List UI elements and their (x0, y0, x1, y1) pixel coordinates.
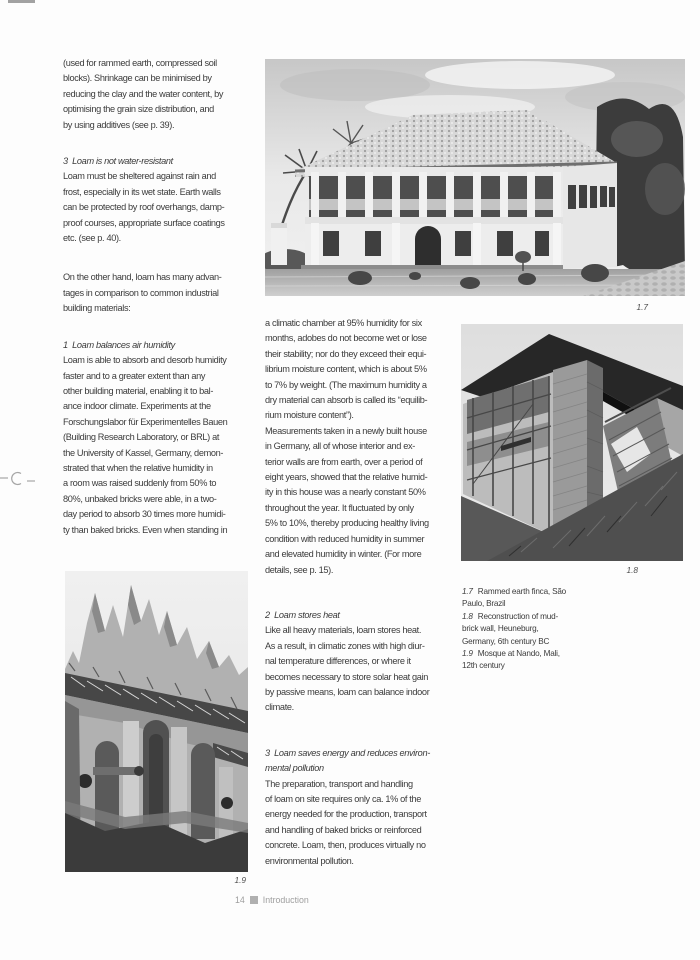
mudbrick-wall-illustration (461, 324, 683, 561)
section-heading: 2 Loam stores heat (265, 609, 340, 620)
photo-mudbrick-wall (461, 324, 683, 561)
text-column-middle (265, 316, 455, 869)
figure-label-1-9: 1.9 (234, 875, 246, 885)
text-column-left (63, 56, 243, 538)
figure-number: 1.7 (462, 587, 473, 596)
paragraph: Loam must be sheltered against rain and frost, especially in its wet state. Earth walls can be protected by roof overhangs, damp- proof courses, appropriate surface coatings etc. (see p. 40). (63, 171, 225, 244)
caption-item: 1.7 Rammed earth finca, São Paulo, Brazil (462, 587, 567, 609)
figure-number: 1.9 (462, 649, 473, 659)
finca-illustration (265, 59, 685, 296)
page-footer (235, 895, 309, 905)
footer-square-marker-icon (250, 896, 258, 904)
figure-number: 1.8 (462, 611, 473, 621)
paragraph: a climatic chamber at 95% humidity for six months, adobes do not become wet or lose their stability; nor do they exceed their equi- librium moisture content, which is about 5% to 7% by weight. (The maximum humidity a dry material can absorb is called its “equilib- rium moisture content”). Measurements taken in a newly built house in Germany, all of whose interior and ex- terior walls are from earth, over a period of eight years, showed that the relative humid- ity in this house was a nearly constant 50% throughout the year. It fluctuated by only 5% to 10%, thereby producing healthy living condition with reduced humidity in summer and elevated humidity in winter. (For more details, see p. 15). (265, 318, 429, 575)
mosque-illustration (65, 571, 248, 872)
footer-section-label: Introduction (262, 895, 309, 905)
captions-block (462, 586, 568, 673)
section-heading: 3 Loam is not water-resistant (63, 156, 173, 167)
caption-item: 1.8 Reconstruction of mud-brick wall, Heuneburg, Germany, 6th century BC (462, 611, 559, 646)
photo-rammed-earth-finca (265, 59, 685, 296)
caption-item: 1.9 Mosque at Nando, Mali, 12th century (462, 649, 560, 671)
figure-label-1-7: 1.7 (636, 302, 648, 312)
photo-mosque-nando (65, 571, 248, 872)
figure-label-1-8: 1.8 (626, 565, 638, 575)
paragraph: Like all heavy materials, loam stores heat. As a result, in climatic zones with high diur- nal temperature differences, or where it becomes necessary to store solar heat gain by passive means, loam can balance indoor climate. (265, 625, 430, 713)
section-heading: 1 Loam balances air humidity (63, 339, 175, 350)
paragraph: (used for rammed earth, compressed soil blocks). Shrinkage can be minimised by reducing the clay and the water content, by optimising the grain size distribution, and by using additives (see p. 39). (63, 58, 224, 130)
paragraph: The preparation, transport and handling of loam on site requires only ca. 1% of the energy needed for the production, transport and handling of baked bricks or reinforced concrete. Loam, then, produces virtually no environmental pollution. (265, 778, 427, 866)
paragraph: On the other hand, loam has many advan- tages in comparison to common industrial building materials: (63, 272, 222, 314)
section-heading: 3 Loam saves energy and reduces environ- mental pollution (265, 747, 430, 774)
registration-mark-icon (0, 465, 40, 493)
page-number: 14 (235, 895, 245, 905)
paragraph: Loam is able to absorb and desorb humidity faster and to a greater extent than any other building material, enabling it to bal- ance indoor climate. Experiments at the Forschungslabor für Experimentelles Bauen (Building Research Laboratory, or BRL) at the University of Kassel, Germany, demon- strated that when the relative humidity in a room was raised suddenly from 50% to 80%, unbaked bricks were able, in a two- day period to absorb 30 times more humidi- ty than baked bricks. Even when standing in (63, 355, 228, 535)
scan-artifact-bar (8, 0, 35, 3)
